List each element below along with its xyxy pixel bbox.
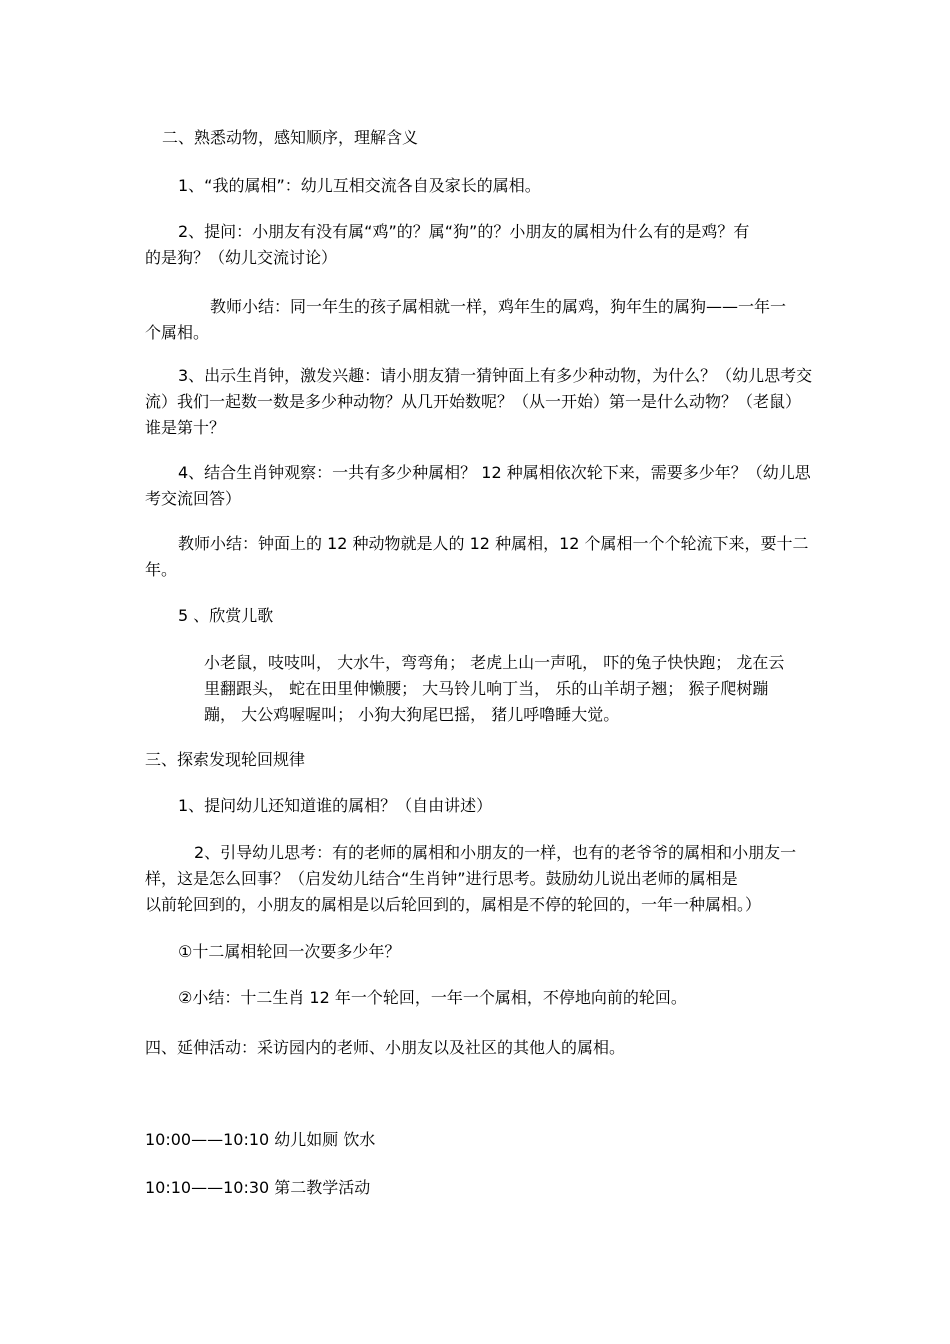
teacher-summary-2-line1: 教师小结：钟面上的 12 种动物就是人的 12 种属相，12 个属相一个个轮流下来，要十二 xyxy=(178,534,809,553)
section3-item2-line3: 以前轮回到的，小朋友的属相是以后轮回到的，属相是不停的轮回的，一年一种属相。） xyxy=(145,895,762,914)
section2-item2-line2: 的是狗？（幼儿交流讨论） xyxy=(145,248,338,267)
section3-item2-line1: 2、引导幼儿思考：有的老师的属相和小朋友的一样，也有的老爷爷的属相和小朋友一 xyxy=(194,843,797,862)
zodiac-rhyme-line3: 蹦， 大公鸡喔喔叫； 小狗大狗尾巴摇， 猪儿呼噜睡大觉。 xyxy=(204,705,620,724)
section2-heading: 二、熟悉动物，感知顺序，理解含义 xyxy=(162,128,419,147)
section4-heading: 四、延伸活动：采访园内的老师、小朋友以及社区的其他人的属相。 xyxy=(145,1038,626,1057)
section3-item1: 1、提问幼儿还知道谁的属相？（自由讲述） xyxy=(178,796,493,815)
section2-item3 xyxy=(145,363,812,441)
schedule-entry-2: 10:10——10:30 第二教学活动 xyxy=(145,1178,371,1197)
section2-item3-line3: 谁是第十？ xyxy=(145,418,226,437)
teacher-summary-2 xyxy=(145,531,809,583)
section2-item5: 5 、欣赏儿歌 xyxy=(178,606,274,625)
section2-item3-line2: 流）我们一起数一数是多少种动物？从几开始数呢？（从一开始）第一是什么动物？（老鼠） xyxy=(145,392,802,411)
section3-item2-line2: 样，这是怎么回事？（启发幼儿结合“生肖钟”进行思考。鼓励幼儿说出老师的属相是 xyxy=(145,869,738,888)
teacher-summary-1-line2: 个属相。 xyxy=(145,323,210,342)
section2-item4 xyxy=(145,460,811,512)
section3-question1: ①十二属相轮回一次要多少年？ xyxy=(178,942,401,961)
section2-item4-line2: 考交流回答） xyxy=(145,489,242,508)
teacher-summary-1-line1: 教师小结：同一年生的孩子属相就一样，鸡年生的属鸡，狗年生的属狗——一年一 xyxy=(210,297,787,316)
teacher-summary-1 xyxy=(145,294,786,346)
section3-question2: ②小结：十二生肖 12 年一个轮回，一年一个属相，不停地向前的轮回。 xyxy=(178,988,687,1007)
schedule-entry-1: 10:00——10:10 幼儿如厕 饮水 xyxy=(145,1130,376,1149)
section3-item2 xyxy=(145,840,796,918)
section2-item3-line1: 3、出示生肖钟，激发兴趣：请小朋友猜一猜钟面上有多少种动物，为什么？（幼儿思考交 xyxy=(178,366,813,385)
section2-item4-line1: 4、结合生肖钟观察：一共有多少种属相？ 12 种属相依次轮下来，需要多少年？（幼儿思 xyxy=(178,463,811,482)
section2-item1: 1、“我的属相”：幼儿互相交流各自及家长的属相。 xyxy=(178,176,541,195)
section2-item2-line1: 2、提问：小朋友有没有属“鸡”的？属“狗”的？小朋友的属相为什么有的是鸡？有 xyxy=(178,222,750,241)
teacher-summary-2-line2: 年。 xyxy=(145,560,178,579)
section2-item2 xyxy=(145,219,749,271)
zodiac-rhyme-line2: 里翻跟头， 蛇在田里伸懒腰； 大马铃儿响丁当， 乐的山羊胡子翘； 猴子爬树蹦 xyxy=(204,679,769,698)
zodiac-rhyme-line1: 小老鼠，吱吱叫， 大水牛，弯弯角； 老虎上山一声吼， 吓的兔子快快跑； 龙在云 xyxy=(204,653,785,672)
section3-heading: 三、探索发现轮回规律 xyxy=(145,750,306,769)
zodiac-rhyme xyxy=(204,650,784,728)
